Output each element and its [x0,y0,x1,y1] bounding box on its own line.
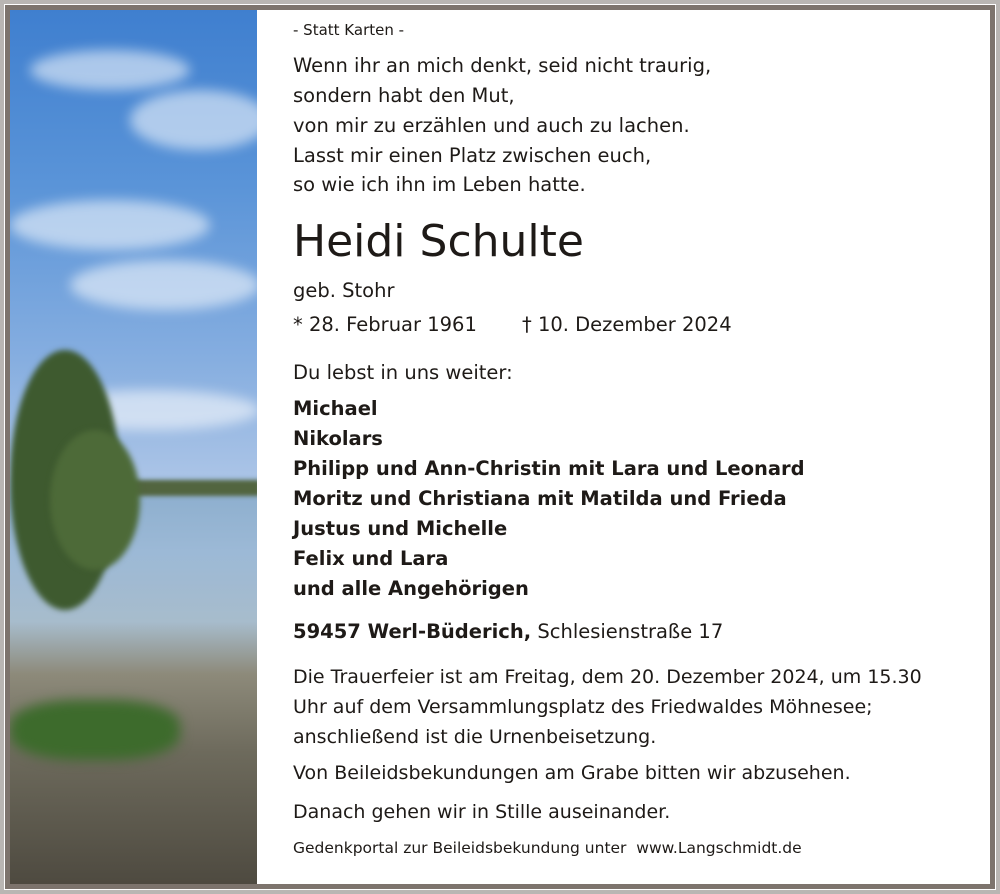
poem-line: sondern habt den Mut, [293,84,515,107]
mourner: Felix und Lara [293,547,449,570]
death-date: † 10. Dezember 2024 [522,313,732,336]
address-street: Schlesienstraße 17 [537,620,724,643]
portal-url[interactable]: www.Langschmidt.de [636,839,802,857]
lake-sky-photo [10,10,257,884]
intro-line: Du lebst in uns weiter: [293,361,513,384]
birth-date: * 28. Februar 1961 [293,313,477,336]
poem-line: so wie ich ihn im Leben hatte. [293,173,586,196]
header-note: - Statt Karten - [293,21,405,39]
ceremony-line: Die Trauerfeier ist am Freitag, dem 20. Dezember 2024, um 15.30 [293,666,922,688]
closing-line: Danach gehen wir in Stille auseinander. [293,801,671,823]
address-city: 59457 Werl-Büderich, [293,620,532,643]
deceased-name: Heidi Schulte [293,216,584,267]
mourner: Philipp und Ann-Christin mit Lara und Leonard [293,457,805,480]
poem-line: von mir zu erzählen und auch zu lachen. [293,114,690,137]
mourner: und alle Angehörigen [293,577,529,600]
portal-text: Gedenkportal zur Beileidsbekundung unter [293,839,627,857]
mourner: Moritz und Christiana mit Matilda und Frieda [293,487,787,510]
poem-line: Lasst mir einen Platz zwischen euch, [293,144,652,167]
poem-line: Wenn ihr an mich denkt, seid nicht traurig, [293,54,712,77]
mourner: Justus und Michelle [293,517,508,540]
address [293,622,723,642]
ceremony-line: anschließend ist die Urnenbeisetzung. [293,726,657,748]
mourner: Michael [293,397,378,420]
birth-name: geb. Stohr [293,279,395,302]
condolence-note: Von Beileidsbekundungen am Grabe bitten wir abzusehen. [293,762,851,784]
portal-line [293,841,802,857]
ceremony-line: Uhr auf dem Versammlungsplatz des Friedwaldes Möhnesee; [293,696,873,718]
mourner: Nikolars [293,427,383,450]
